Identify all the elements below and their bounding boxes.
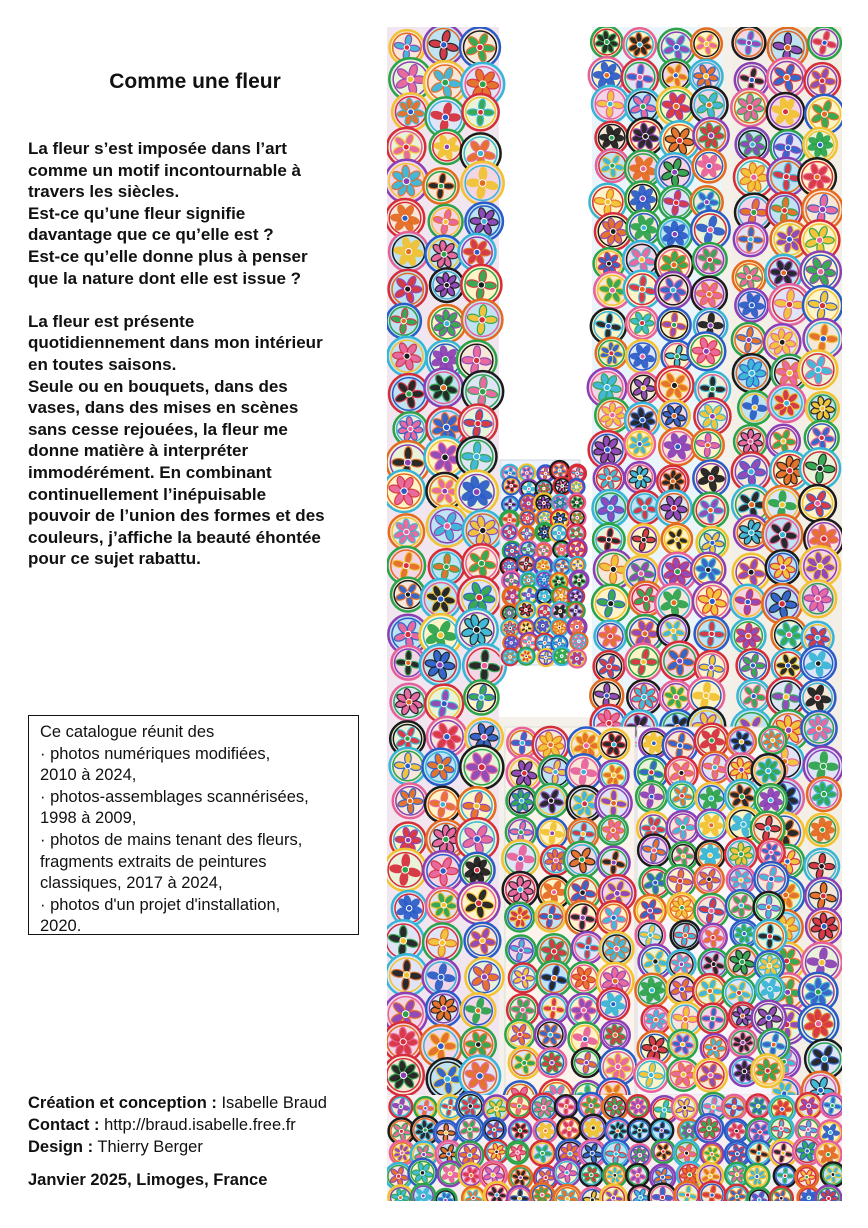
painted-flower-roundel [592, 490, 628, 526]
painted-flower-roundel [507, 786, 537, 816]
painted-flower-roundel [535, 618, 551, 634]
painted-flower-roundel [799, 485, 836, 522]
painted-flower-roundel [806, 814, 838, 846]
painted-flower-roundel [623, 28, 656, 61]
painted-flower-roundel [566, 754, 601, 789]
painted-flower-roundel [731, 89, 768, 126]
painted-flower-roundel [423, 851, 463, 891]
painted-flower-roundel [766, 550, 800, 584]
painted-flower-roundel [698, 1004, 728, 1034]
painted-flower-roundel [538, 1048, 567, 1077]
painted-flower-roundel [675, 1182, 701, 1201]
painted-flower-roundel [722, 1095, 746, 1119]
painted-flower-roundel [636, 781, 667, 812]
date-place: Janvier 2025, Limoges, France [28, 1171, 268, 1189]
painted-flower-roundel [625, 644, 661, 680]
credit-creation-label: Création et conception : [28, 1094, 217, 1112]
painted-flower-roundel [626, 1164, 649, 1187]
painted-flower-roundel [751, 1054, 784, 1087]
painted-flower-roundel [535, 1019, 566, 1050]
painted-flower-roundel [569, 479, 584, 494]
painted-flower-roundel [726, 890, 757, 921]
painted-flower-roundel [695, 1114, 723, 1142]
painted-flower-roundel [534, 784, 568, 818]
painted-flower-roundel [694, 1059, 727, 1092]
painted-flower-roundel [509, 963, 538, 992]
painted-flower-roundel [806, 908, 842, 944]
painted-flower-roundel [456, 1116, 483, 1143]
painted-flower-roundel [799, 350, 838, 389]
painted-flower-roundel [699, 1182, 726, 1201]
painted-flower-roundel [660, 642, 699, 681]
painted-flower-roundel [803, 128, 837, 162]
painted-flower-roundel [733, 27, 766, 59]
painted-flower-roundel [465, 923, 501, 959]
painted-flower-roundel [627, 680, 661, 714]
painted-flower-roundel [804, 63, 840, 99]
intro-text [28, 138, 373, 570]
painted-flower-roundel [422, 749, 459, 786]
painted-flower-roundel [503, 477, 520, 494]
painted-flower-roundel [484, 1182, 510, 1201]
painted-flower-roundel [597, 988, 629, 1020]
painted-flower-roundel [507, 1094, 531, 1118]
painted-flower-roundel [485, 1140, 508, 1163]
painted-flower-roundel [393, 784, 428, 819]
painted-flower-roundel [507, 1186, 531, 1201]
painted-flower-roundel [425, 787, 460, 822]
catalog-item: · photos numériques modifiées, 2010 à 2024, [40, 744, 271, 785]
painted-flower-roundel [460, 1056, 501, 1097]
painted-flower-roundel [768, 385, 805, 422]
painted-flower-roundel [517, 555, 534, 572]
painted-flower-roundel [692, 277, 727, 312]
painted-flower-roundel [738, 391, 771, 424]
painted-flower-roundel [430, 130, 464, 164]
painted-flower-roundel [752, 754, 785, 787]
painted-flower-roundel [596, 338, 627, 369]
painted-flower-roundel [693, 150, 726, 183]
painted-flower-roundel [745, 1164, 770, 1189]
painted-flower-roundel [392, 93, 429, 130]
credit-creation-value: Isabelle Braud [221, 1094, 327, 1112]
painted-flower-roundel [820, 1093, 842, 1117]
painted-flower-roundel [460, 27, 500, 67]
painted-flower-roundel [591, 27, 622, 58]
painted-flower-roundel [572, 932, 603, 963]
painted-flower-roundel [799, 1004, 839, 1044]
painted-flower-roundel [747, 1095, 770, 1118]
painted-flower-roundel [667, 893, 696, 922]
painted-flower-roundel [642, 1005, 670, 1033]
catalog-intro: Ce catalogue réunit des [40, 723, 215, 741]
painted-flower-roundel [538, 649, 555, 666]
painted-flower-roundel [801, 646, 836, 681]
painted-flower-roundel [737, 680, 770, 713]
painted-flower-roundel [592, 86, 629, 123]
painted-flower-roundel [701, 1034, 729, 1062]
painted-flower-roundel [594, 651, 625, 682]
painted-flower-roundel [649, 1184, 677, 1201]
painted-flower-roundel [530, 1141, 555, 1166]
painted-flower-roundel [693, 118, 728, 153]
painted-flower-roundel [596, 149, 629, 182]
painted-flower-roundel [462, 94, 498, 130]
painted-flower-roundel [628, 524, 659, 555]
painted-flower-roundel [603, 1164, 626, 1187]
painted-flower-roundel [390, 748, 426, 784]
painted-flower-roundel [505, 1020, 534, 1049]
painted-flower-roundel [389, 514, 424, 549]
painted-flower-roundel [737, 649, 770, 682]
credit-design-label: Design : [28, 1138, 94, 1156]
painted-flower-roundel [502, 524, 518, 540]
intro-paragraph: La fleur est présente quotidiennement dans mon intérieur en toutes saisons. Seule ou en bouquets, dans des vases, dans des mises en scènes sans cesse rejouées, la fleur me donne matière à interpréter immodérément. En combinant continuellement l’inépuisable pouvoir de l’union des formes et des couleurs, j’affiche la beauté éhontée pour ce sujet rabattu. [28, 311, 325, 569]
painted-flower-roundel [519, 526, 534, 541]
painted-flower-roundel [580, 1115, 606, 1141]
painted-flower-roundel [570, 571, 589, 590]
painted-flower-roundel [691, 29, 722, 60]
painted-flower-roundel [557, 1117, 581, 1141]
painted-flower-roundel [799, 580, 836, 617]
painted-flower-roundel [699, 924, 726, 951]
painted-flower-roundel [428, 305, 465, 342]
painted-flower-roundel [387, 1055, 424, 1096]
painted-flower-roundel [754, 920, 787, 953]
painted-flower-roundel [536, 588, 553, 605]
painted-flower-roundel [687, 332, 725, 370]
painted-flower-roundel [460, 746, 503, 789]
painted-flower-roundel [732, 323, 766, 357]
painted-flower-roundel [659, 186, 693, 220]
painted-flower-roundel [534, 1119, 558, 1143]
painted-flower-roundel [387, 304, 421, 338]
painted-flower-roundel [461, 162, 503, 204]
painted-flower-roundel [566, 901, 599, 934]
painted-flower-roundel [391, 684, 428, 721]
painted-flower-roundel [801, 711, 836, 746]
credit-contact [28, 1114, 378, 1136]
painted-flower-roundel [464, 680, 498, 714]
painted-flower-roundel [727, 727, 756, 756]
painted-flower-roundel [388, 337, 427, 376]
painted-flower-roundel [434, 1189, 456, 1201]
credits [28, 1092, 378, 1158]
painted-flower-roundel [662, 524, 692, 554]
painted-flower-roundel [672, 1095, 698, 1121]
painted-flower-roundel [423, 168, 458, 203]
painted-flower-roundel [655, 272, 691, 308]
painted-flower-roundel [796, 1093, 821, 1118]
painted-flower-roundel [754, 862, 788, 896]
credit-creation [28, 1092, 378, 1114]
painted-flower-roundel [569, 494, 586, 511]
contact-link[interactable]: http://braud.isabelle.free.fr [104, 1116, 296, 1134]
painted-flower-roundel [659, 400, 690, 431]
painted-flower-roundel [390, 1095, 413, 1118]
painted-flower-roundel [767, 93, 805, 131]
painted-flower-roundel [769, 1116, 794, 1141]
painted-flower-roundel [625, 462, 656, 493]
catalog-list [40, 744, 358, 938]
painted-flower-roundel [462, 1187, 484, 1201]
painted-flower-roundel [693, 243, 727, 277]
painted-flower-roundel [770, 1187, 793, 1201]
painted-flower-roundel [650, 1119, 673, 1142]
painted-flower-roundel [729, 1028, 757, 1056]
painted-flower-roundel [694, 894, 728, 928]
painted-flower-roundel [389, 374, 429, 414]
painted-flower-roundel [483, 1118, 506, 1141]
painted-flower-roundel [554, 1159, 581, 1186]
painted-flower-roundel [774, 1164, 797, 1187]
catalog-box [28, 715, 359, 935]
painted-flower-roundel [725, 1119, 748, 1142]
painted-flower-roundel [725, 1185, 748, 1201]
painted-flower-roundel [555, 1095, 577, 1117]
painted-flower-roundel [426, 991, 461, 1026]
painted-flower-roundel [387, 470, 425, 512]
painted-flower-roundel [595, 398, 629, 432]
painted-flower-roundel [461, 993, 495, 1027]
painted-flower-roundel [387, 849, 426, 891]
painted-flower-roundel [747, 1188, 770, 1201]
painted-flower-roundel [592, 585, 630, 623]
painted-flower-roundel [568, 650, 586, 668]
painted-flower-roundel [694, 865, 723, 894]
painted-flower-roundel [387, 160, 428, 203]
painted-flower-roundel [735, 289, 768, 322]
painted-flower-roundel [730, 585, 765, 620]
painted-flower-roundel [389, 232, 428, 271]
painted-flower-roundel [458, 882, 500, 924]
painted-flower-roundel [506, 1141, 528, 1163]
painted-flower-roundel [628, 1119, 651, 1142]
painted-flower-roundel [734, 223, 768, 257]
painted-flower-roundel [635, 974, 668, 1007]
painted-flower-roundel [759, 727, 786, 754]
painted-flower-roundel [509, 1119, 531, 1141]
painted-flower-roundel [627, 118, 664, 155]
painted-flower-roundel [465, 958, 503, 996]
painted-flower-roundel [554, 1185, 582, 1201]
painted-flower-roundel [599, 816, 628, 845]
painted-flower-roundel [420, 645, 460, 685]
painted-flower-roundel [692, 429, 724, 461]
painted-flower-roundel [462, 300, 503, 341]
painted-flower-roundel [696, 809, 728, 841]
painted-flower-roundel [505, 903, 534, 932]
painted-flower-roundel [693, 493, 728, 528]
painted-flower-roundel [655, 366, 693, 404]
painted-flower-roundel [564, 842, 600, 878]
painted-flower-roundel [795, 1166, 818, 1189]
painted-flower-roundel [509, 1047, 540, 1078]
painted-flower-roundel [594, 621, 625, 652]
catalog-item: · photos d'un projet d'installation, 2020. [40, 895, 281, 936]
painted-flower-roundel [754, 892, 784, 922]
painted-flower-roundel [808, 27, 841, 59]
painted-flower-roundel [624, 429, 655, 460]
painted-flower-roundel [634, 1058, 668, 1092]
painted-flower-roundel [391, 578, 425, 612]
painted-flower-roundel [572, 1048, 601, 1077]
credit-design-value: Thierry Berger [97, 1138, 203, 1156]
painted-flower-roundel [800, 448, 840, 488]
painted-flower-roundel [568, 962, 599, 993]
painted-flower-roundel [537, 818, 567, 848]
painted-flower-roundel [668, 781, 697, 810]
painted-flower-roundel [552, 495, 568, 511]
painted-flower-roundel [520, 511, 535, 526]
credit-contact-label: Contact : [28, 1116, 100, 1134]
painted-flower-roundel [580, 1163, 603, 1186]
painted-flower-roundel [427, 506, 468, 547]
painted-flower-roundel [536, 902, 566, 932]
painted-flower-roundel [652, 1140, 675, 1163]
painted-flower-roundel [430, 268, 464, 302]
painted-flower-roundel [424, 369, 462, 407]
painted-flower-roundel [506, 935, 535, 964]
painted-flower-roundel [518, 648, 535, 665]
painted-flower-roundel [746, 1141, 771, 1166]
painted-flower-roundel [626, 340, 659, 373]
intro-paragraph: La fleur s’est imposée dans l’art comme un motif incontournable à travers les siècles. Est-ce qu’une fleur signifie davantage que ce qu’elle est ? Est-ce qu’elle donne plus à penser que la nature dont elle est issue ? [28, 139, 308, 288]
painted-flower-roundel [816, 1186, 842, 1201]
painted-flower-roundel [658, 308, 691, 341]
painted-flower-roundel [695, 617, 729, 651]
catalog-item: · photos-assemblages scannérisées, 1998 à 2009, [40, 787, 309, 828]
painted-flower-roundel [530, 1094, 558, 1122]
painted-flower-roundel [530, 1183, 553, 1201]
flower-roundels-image [387, 27, 842, 1201]
painted-flower-roundel [629, 1144, 651, 1166]
installation-photo [387, 27, 842, 1201]
painted-flower-roundel [627, 1095, 650, 1118]
painted-flower-roundel [601, 1021, 630, 1050]
painted-flower-roundel [423, 923, 461, 961]
painted-flower-roundel [671, 921, 700, 950]
painted-flower-roundel [807, 777, 841, 811]
painted-flower-roundel [598, 847, 630, 879]
painted-flower-roundel [550, 524, 568, 542]
painted-flower-roundel [387, 954, 427, 995]
painted-flower-roundel [455, 471, 498, 514]
painted-flower-roundel [517, 601, 535, 619]
catalog-item: · photos de mains tenant des fleurs, fragments extraits de peintures classiques, 2017 à 2024, [40, 830, 303, 893]
painted-flower-roundel [602, 1094, 628, 1120]
painted-flower-roundel [626, 307, 658, 339]
painted-flower-roundel [664, 865, 696, 897]
painted-flower-roundel [537, 961, 572, 996]
painted-flower-roundel [638, 835, 670, 867]
painted-flower-roundel [763, 515, 803, 555]
painted-flower-roundel [424, 27, 464, 65]
painted-flower-roundel [693, 582, 732, 621]
painted-flower-roundel [600, 1185, 627, 1201]
page-title: Comme une fleur [109, 70, 281, 93]
credit-design [28, 1136, 378, 1158]
painted-flower-roundel [388, 1186, 412, 1201]
painted-flower-roundel [821, 1162, 842, 1186]
painted-flower-roundel [656, 490, 692, 526]
painted-flower-roundel [426, 887, 461, 922]
painted-flower-roundel [409, 1159, 437, 1187]
painted-flower-roundel [597, 901, 630, 934]
painted-flower-roundel [731, 619, 765, 653]
painted-flower-roundel [429, 205, 463, 239]
painted-flower-roundel [600, 932, 634, 966]
painted-flower-roundel [570, 633, 587, 650]
painted-flower-roundel [598, 729, 629, 760]
painted-flower-roundel [502, 649, 518, 665]
painted-flower-roundel [551, 619, 568, 636]
painted-flower-roundel [567, 539, 586, 558]
painted-flower-roundel [389, 270, 427, 308]
painted-flower-roundel [411, 1184, 435, 1201]
painted-flower-roundel [733, 354, 771, 392]
painted-flower-roundel [693, 460, 729, 496]
painted-flower-roundel [756, 975, 784, 1003]
painted-flower-roundel [767, 58, 806, 97]
painted-flower-roundel [668, 1030, 697, 1059]
